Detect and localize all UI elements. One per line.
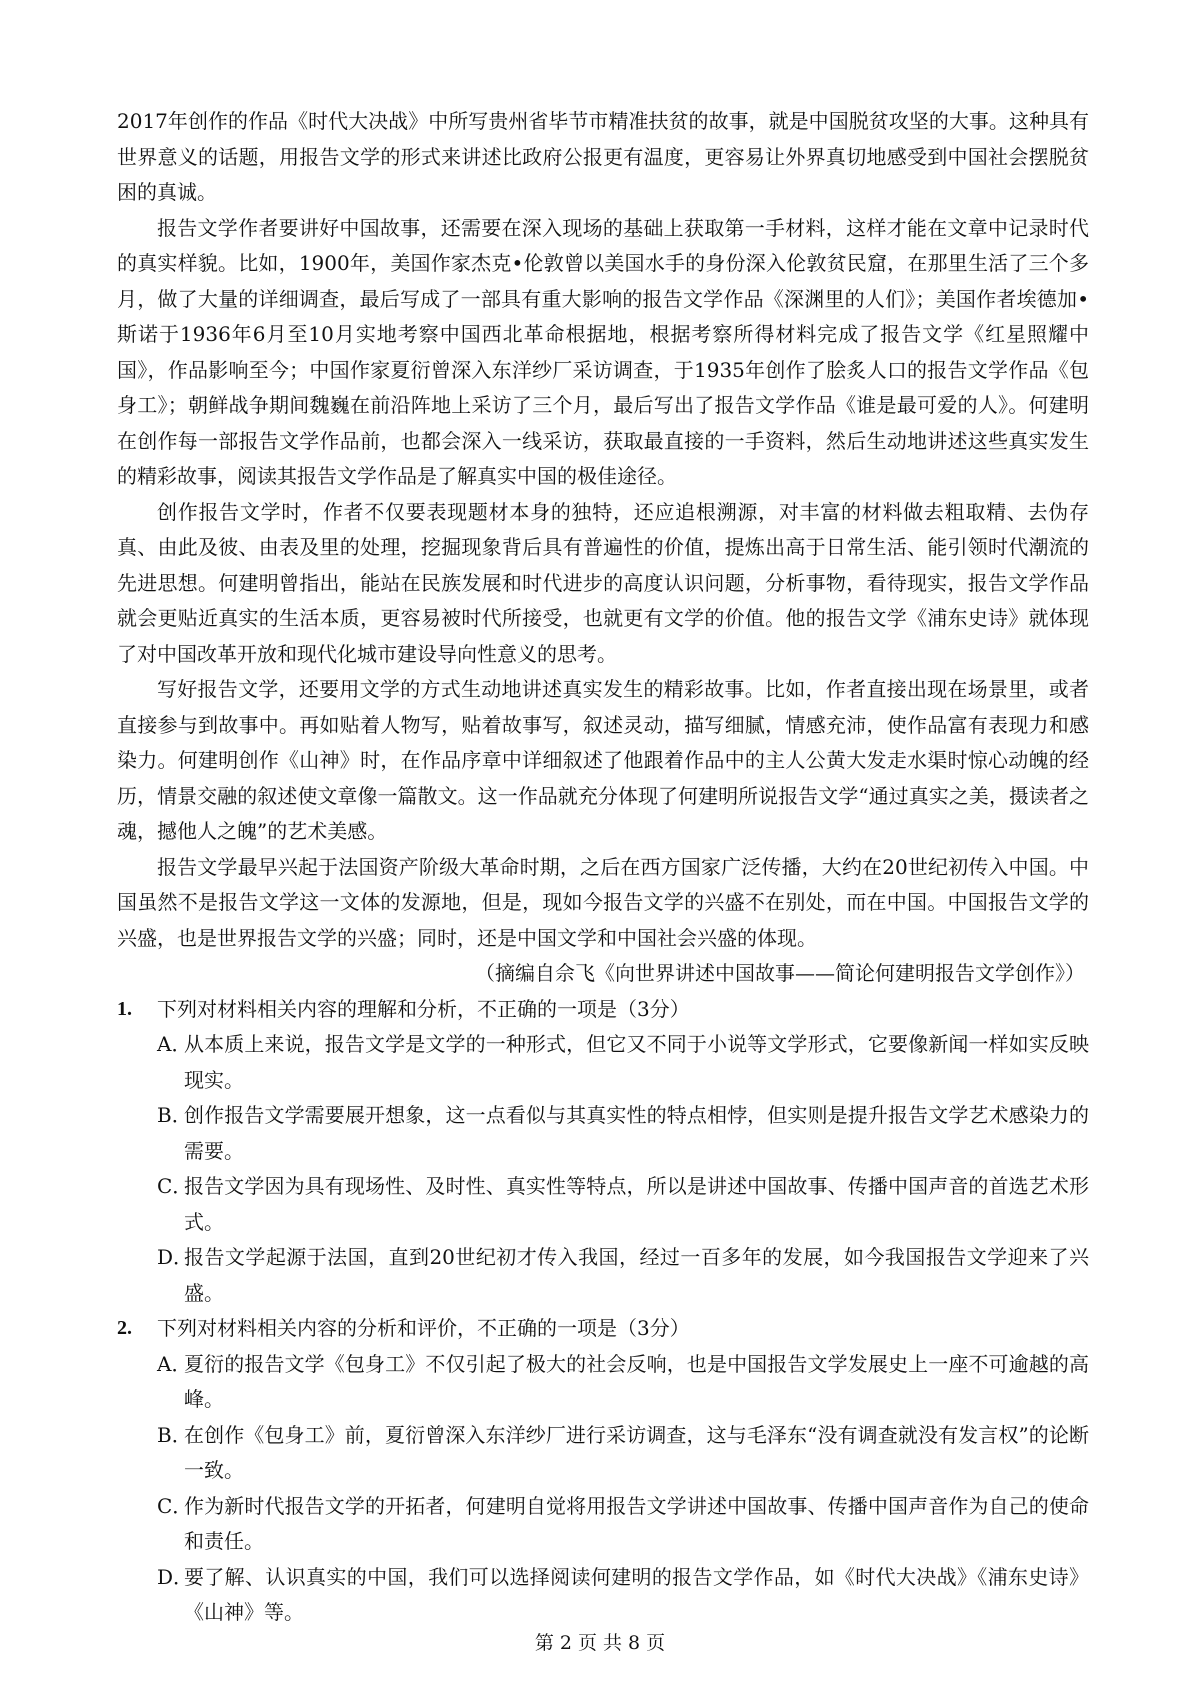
option-label: C． <box>157 1174 193 1198</box>
option-text: 创作报告文学需要展开想象，这一点看似与其真实性的特点相悖，但实则是提升报告文学艺术感染力的需要。 <box>184 1103 1089 1163</box>
question-2 <box>117 1311 1089 1631</box>
option-text: 作为新时代报告文学的开拓者，何建明自觉将用报告文学讲述中国故事、传播中国声音作为自己的使命和责任。 <box>184 1493 1089 1553</box>
option-text: 报告文学因为具有现场性、及时性、真实性等特点，所以是讲述中国故事、传播中国声音的首选艺术形式。 <box>184 1174 1089 1234</box>
question-1 <box>117 992 1089 1312</box>
option-label: A． <box>157 1032 192 1056</box>
option-label: B． <box>157 1422 192 1447</box>
option-d <box>157 1560 1089 1631</box>
option-label: C． <box>157 1493 193 1518</box>
option-text: 夏衍的报告文学《包身工》不仅引起了极大的社会反响，也是中国报告文学发展史上一座不可逾越的高峰。 <box>184 1351 1089 1411</box>
option-c <box>157 1489 1089 1560</box>
question-stem: 下列对材料相关内容的理解和分析，不正确的一项是（3分） <box>157 996 690 1021</box>
option-label: B． <box>157 1103 192 1127</box>
option-b <box>157 1418 1089 1489</box>
option-label: D． <box>157 1564 194 1589</box>
option-a <box>157 1347 1089 1418</box>
option-d <box>157 1240 1089 1311</box>
paragraph-1: 2017年创作的作品《时代大决战》中所写贵州省毕节市精准扶贫的故事，就是中国脱贫攻坚的大事。这种具有世界意义的话题，用报告文学的形式来讲述比政府公报更有温度，更容易让外界真切地感受到中国社会摆脱贫困的真诚。 <box>117 109 1089 204</box>
question-stem: 下列对材料相关内容的分析和评价，不正确的一项是（3分） <box>157 1316 690 1340</box>
page-footer: 第 2 页 共 8 页 <box>534 1632 666 1654</box>
paragraph-3: 创作报告文学时，作者不仅要表现题材本身的独特，还应追根溯源，对丰富的材料做去粗取精、去伪存真、由此及彼、由表及里的处理，挖掘现象背后具有普遍性的价值，提炼出高于日常生活、能引领时代潮流的先进思想。何建明曾指出，能站在民族发展和时代进步的高度认识问题，分析事物，看待现实，报告文学作品就会更贴近真实的生活本质，更容易被时代所接受，也就更有文学的价值。他的报告文学《浦东史诗》就体现了对中国改革开放和现代化城市建设导向性意义的思考。 <box>117 499 1089 666</box>
option-a <box>157 1027 1089 1098</box>
option-text: 报告文学起源于法国，直到20世纪初才传入我国，经过一百多年的发展，如今我国报告文学迎来了兴盛。 <box>184 1245 1089 1305</box>
question-number: 1. <box>117 997 132 1020</box>
option-text: 要了解、认识真实的中国，我们可以选择阅读何建明的报告文学作品，如《时代大决战》《浦东史诗》《山神》等。 <box>184 1564 1089 1624</box>
paragraph-2: 报告文学作者要讲好中国故事，还需要在深入现场的基础上获取第一手材料，这样才能在文章中记录时代的真实样貌。比如，1900年，美国作家杰克•伦敦曾以美国水手的身份深入伦敦贫民窟，在那里生活了三个多月，做了大量的详细调查，最后写成了一部具有重大影响的报告文学作品《深渊里的人们》；美国作者埃德加•斯诺于1936年6月至10月实地考察中国西北革命根据地，根据考察所得材料完成了报告文学《红星照耀中国》，作品影响至今；中国作家夏衍曾深入东洋纱厂采访调查，于1935年创作了脍炙人口的报告文学作品《包身工》；朝鲜战争期间魏巍在前沿阵地上采访了三个月，最后写出了报告文学作品《谁是最可爱的人》。何建明在创作每一部报告文学作品前，也都会深入一线采访，获取最直接的一手资料，然后生动地讲述这些真实发生的精彩故事，阅读其报告文学作品是了解真实中国的极佳途径。 <box>117 215 1089 488</box>
option-text: 在创作《包身工》前，夏衍曾深入东洋纱厂进行采访调查，这与毛泽东“没有调查就没有发言权”的论断一致。 <box>184 1422 1089 1482</box>
option-label: A． <box>157 1351 192 1376</box>
page-content <box>117 104 1089 1631</box>
option-b <box>157 1098 1089 1169</box>
option-c <box>157 1169 1089 1240</box>
source-citation: （摘编自佘飞《向世界讲述中国故事——简论何建明报告文学创作》） <box>475 961 1085 985</box>
paragraph-4: 写好报告文学，还要用文学的方式生动地讲述真实发生的精彩故事。比如，作者直接出现在场景里，或者直接参与到故事中。再如贴着人物写，贴着故事写，叙述灵动，描写细腻，情感充沛，使作品富有表现力和感染力。何建明创作《山神》时，在作品序章中详细叙述了他跟着作品中的主人公黄大发走水渠时惊心动魄的经历，情景交融的叙述使文章像一篇散文。这一作品就充分体现了何建明所说报告文学“通过真实之美，摄读者之魂，撼他人之魄”的艺术美感。 <box>117 677 1089 843</box>
question-number: 2. <box>117 1317 132 1339</box>
paragraph-5: 报告文学最早兴起于法国资产阶级大革命时期，之后在西方国家广泛传播，大约在20世纪初传入中国。中国虽然不是报告文学这一文体的发源地，但是，现如今报告文学的兴盛不在别处，而在中国。中国报告文学的兴盛，也是世界报告文学的兴盛；同时，还是中国文学和中国社会兴盛的体现。 <box>117 854 1089 950</box>
option-label: D． <box>157 1245 194 1269</box>
option-text: 从本质上来说，报告文学是文学的一种形式，但它又不同于小说等文学形式，它要像新闻一样如实反映现实。 <box>184 1032 1089 1092</box>
